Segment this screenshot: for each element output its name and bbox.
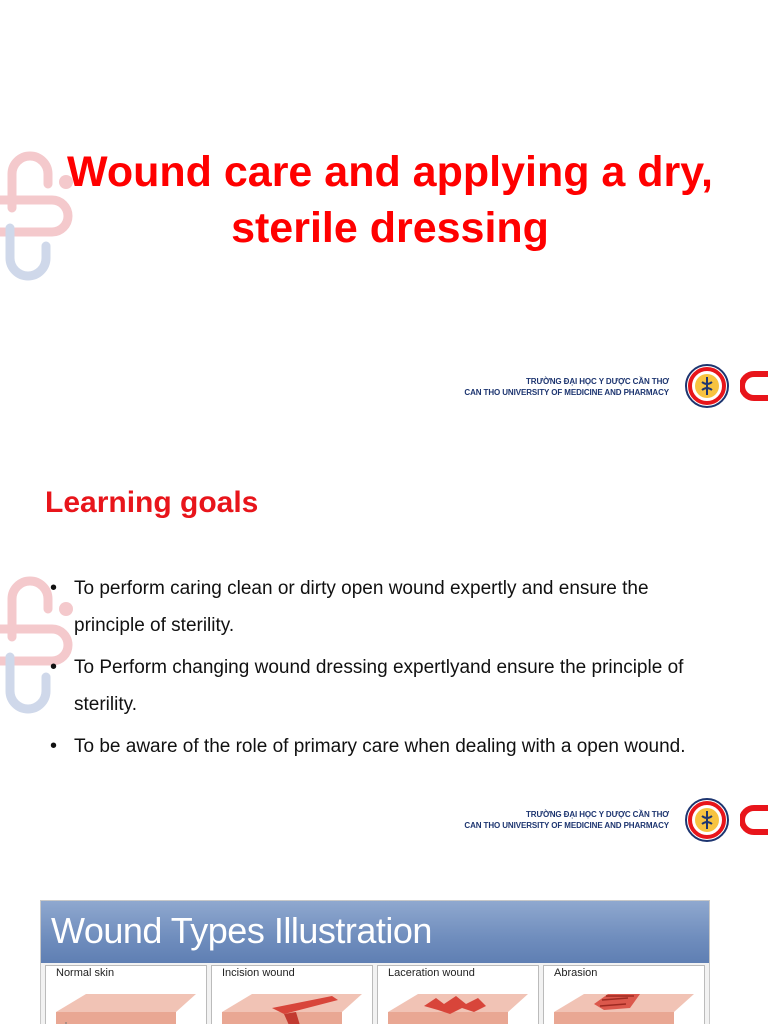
poster-header-band [41,901,709,963]
university-name-en: CAN THO UNIVERSITY OF MEDICINE AND PHARMACY [464,821,669,830]
slide-wound-types [0,895,768,1024]
university-name [464,809,669,831]
skin-block-illustration [46,982,206,1024]
brand-mark-icon [740,802,768,838]
wound-types-poster [40,900,710,1024]
incision-illustration [212,982,372,1024]
list-item: • To be aware of the role of primary care when dealing with a open wound. [50,728,690,765]
panel-label: Laceration wound [388,967,475,979]
list-item: • To perform caring clean or dirty open wound expertly and ensure the principle of sterility. [50,570,690,644]
university-name-vi: TRƯỜNG ĐẠI HỌC Y DƯỢC CẦN THƠ [526,810,669,819]
panel-normal-skin [45,965,207,1024]
panel-incision-wound [211,965,373,1024]
learning-goals-list [50,570,690,770]
university-name-en: CAN THO UNIVERSITY OF MEDICINE AND PHARMACY [464,388,669,397]
panel-label: Normal skin [56,967,115,979]
panel-label: Incision wound [222,967,295,979]
list-item: • To Perform changing wound dressing expertlyand ensure the principle of sterility. [50,649,690,723]
wound-panels [45,965,705,1024]
panel-laceration-wound [377,965,539,1024]
slide-title-text: Wound care and applying a dry, sterile dressing [67,148,713,252]
panel-label: Abrasion [554,967,598,979]
university-seal-icon [684,797,730,843]
abrasion-illustration [544,982,704,1024]
slide-title [0,0,768,420]
university-name [464,376,669,398]
university-name-vi: TRƯỜNG ĐẠI HỌC Y DƯỢC CẦN THƠ [526,377,669,386]
poster-title: Wound Types Illustration [51,910,432,951]
university-seal-icon [684,363,730,409]
brand-mark-icon [740,368,768,404]
learning-goals-heading: Learning goals [45,486,259,519]
laceration-illustration [378,982,538,1024]
panel-abrasion [543,965,705,1024]
slide-learning-goals [0,440,768,850]
